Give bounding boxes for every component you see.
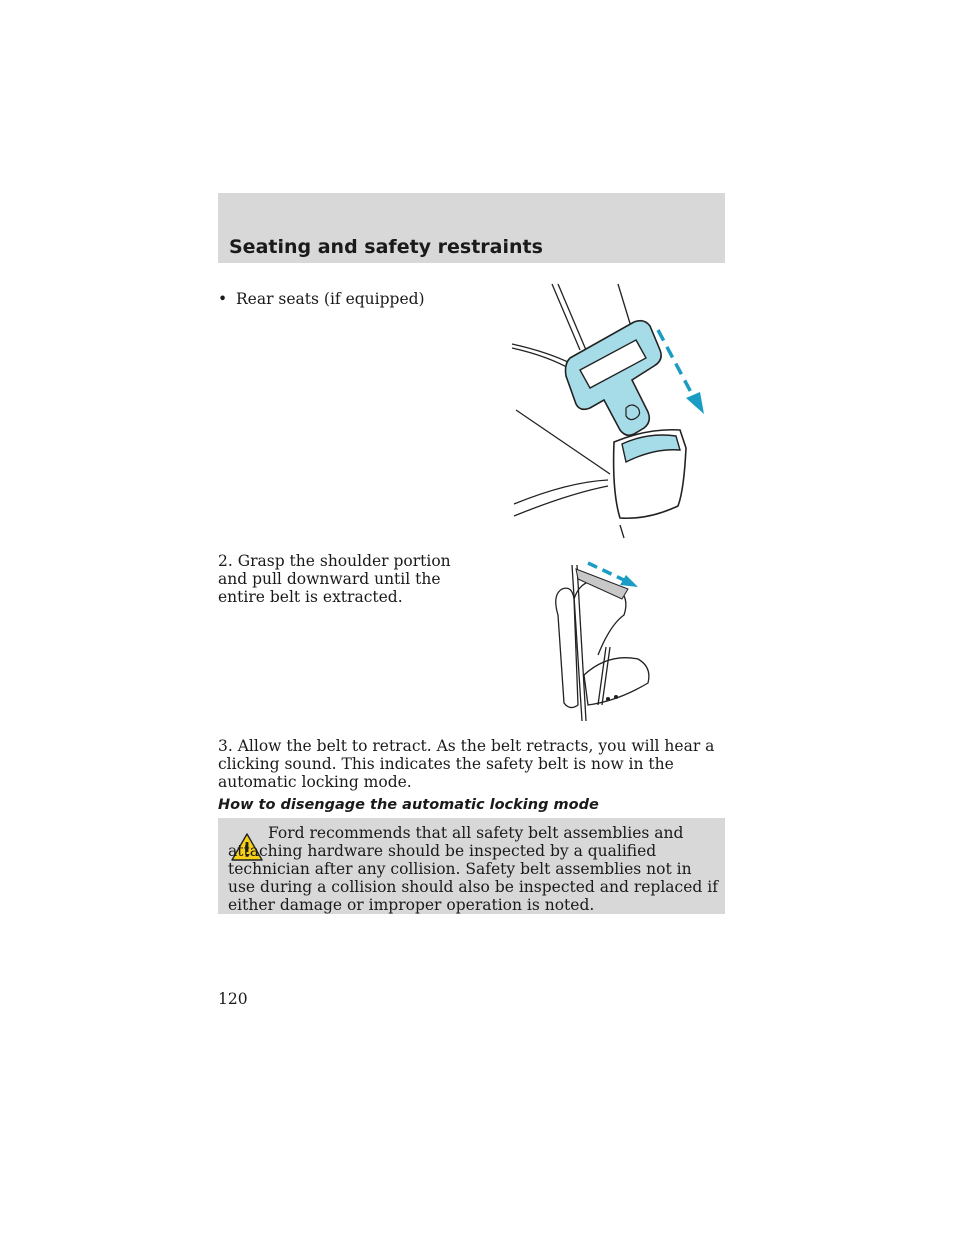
stalk-line [620, 525, 624, 538]
warning-box [218, 818, 725, 914]
bullet-symbol: • [218, 290, 228, 308]
belt-line [558, 284, 586, 350]
tongue-plate [566, 321, 662, 436]
seat-edge-line [512, 348, 572, 370]
seat-edge-line [514, 480, 608, 504]
seat-detail [615, 696, 618, 699]
direction-arrow-shaft [658, 330, 694, 398]
section-title: Seating and safety restraints [229, 236, 543, 258]
page-number: 120 [218, 990, 248, 1008]
seat-detail [607, 698, 610, 701]
belt-line [552, 284, 580, 350]
warning-text: Ford recommends that all safety belt assemblies and attaching hardware should be inspected by a qualified technician after any collision. Safety belt assemblies not in use during a collision should also be inspected and replaced if either damage or improper operation is noted. [228, 824, 718, 914]
seat-illustration [548, 555, 658, 725]
bullet-rear-seats: Rear seats (if equipped) [236, 290, 425, 308]
direction-arrow-head [686, 392, 704, 414]
subheading-disengage: How to disengage the automatic locking mode [218, 797, 599, 813]
seat-edge-line [512, 344, 572, 364]
direction-arrow-head [620, 575, 638, 587]
belt-line [618, 284, 632, 330]
seat-edge-line [516, 410, 610, 474]
step-2-text: 2. Grasp the shoulder portion and pull downward until the entire belt is extracted. [218, 552, 451, 606]
seat-edge-line [514, 486, 608, 516]
buckle-illustration [508, 280, 718, 540]
step-3-text: 3. Allow the belt to retract. As the belt retracts, you will hear a clicking sound. This indicates the safety belt is now in the automatic locking mode. [218, 737, 715, 791]
